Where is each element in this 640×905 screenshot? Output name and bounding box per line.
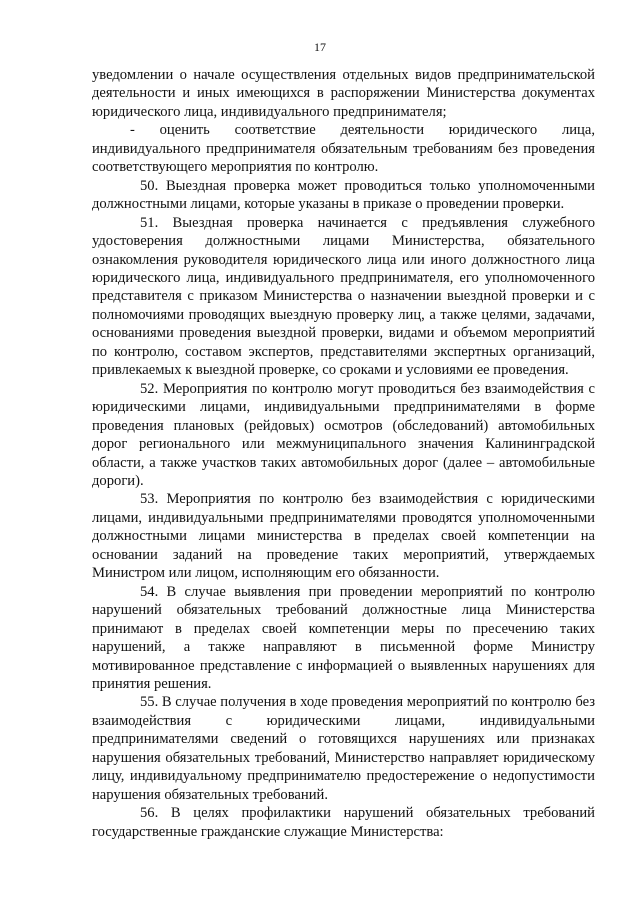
- paragraph-continuation: уведомлении о начале осуществления отдельных видов предпринимательской деятельности и иных имеющихся в распоряжении Министерства документах юридического лица, индивидуального предпринимателя;: [92, 67, 595, 120]
- paragraph-list-item: - оценить соответствие деятельности юридического лица, индивидуального предпринимателя обязательным требованиям без проведения соответствующего мероприятия по контролю.: [92, 122, 595, 176]
- document-body: [92, 66, 595, 841]
- paragraph-54: 54. В случае выявления при проведении мероприятий по контролю нарушений обязательных требований должностные лица Министерства принимают в пределах своей компетенции меры по пресечению таких нарушений, а также направляют в письменной форме Министру мотивированное представление с информацией о выявленных нарушениях для принятия решения.: [92, 583, 595, 692]
- paragraph-51: 51. Выездная проверка начинается с предъявления служебного удостоверения должностными лицами Министерства, обязательного ознакомления руководителя юридического лица или иного должностного лица юридического лица, индивидуального предпринимателя, его уполномоченного представителя с приказом Министерства о назначении выездной проверки и с полномочиями проводящих выездную проверку лиц, а также целями, задачами, основаниями проведения выездной проверки, видами и объемом мероприятий по контролю, составом экспертов, представителями экспертных организаций, привлекаемых к выездной проверке, со сроками и условиями ее проведения.: [92, 214, 595, 379]
- paragraph-56: 56. В целях профилактики нарушений обязательных требований государственные гражданские служащие Министерства:: [92, 805, 595, 840]
- page-number: 17: [314, 40, 326, 54]
- paragraph-52: 52. Мероприятия по контролю могут проводиться без взаимодействия с юридическими лицами, индивидуальными предпринимателями в форме проведения плановых (рейдовых) осмотров (обследований) автомобильных дорог регионального или межмуниципального значения Калининградской области, а также участков таких автомобильных дорог (далее – автомобильные дороги).: [92, 380, 595, 489]
- paragraph-55: 55. В случае получения в ходе проведения мероприятий по контролю без взаимодействия с юридическими лицами, индивидуальными предпринимателями сведений о готовящихся нарушениях или признаках нарушения обязательных требований, Министерство направляет юридическому лицу, индивидуальному предпринимателю предостережение о недопустимости нарушения обязательных требований.: [92, 694, 595, 803]
- paragraph-50: 50. Выездная проверка может проводиться только уполномоченными должностными лицами, которые указаны в приказе о проведении проверки.: [92, 177, 595, 213]
- paragraph-53: 53. Мероприятия по контролю без взаимодействия с юридическими лицами, индивидуальными предпринимателями проводятся уполномоченными должностными лицами министерства в пределах своей компетенции на основании заданий на проведение таких мероприятий, утверждаемых Министром или лицом, исполняющим его обязанности.: [92, 491, 595, 582]
